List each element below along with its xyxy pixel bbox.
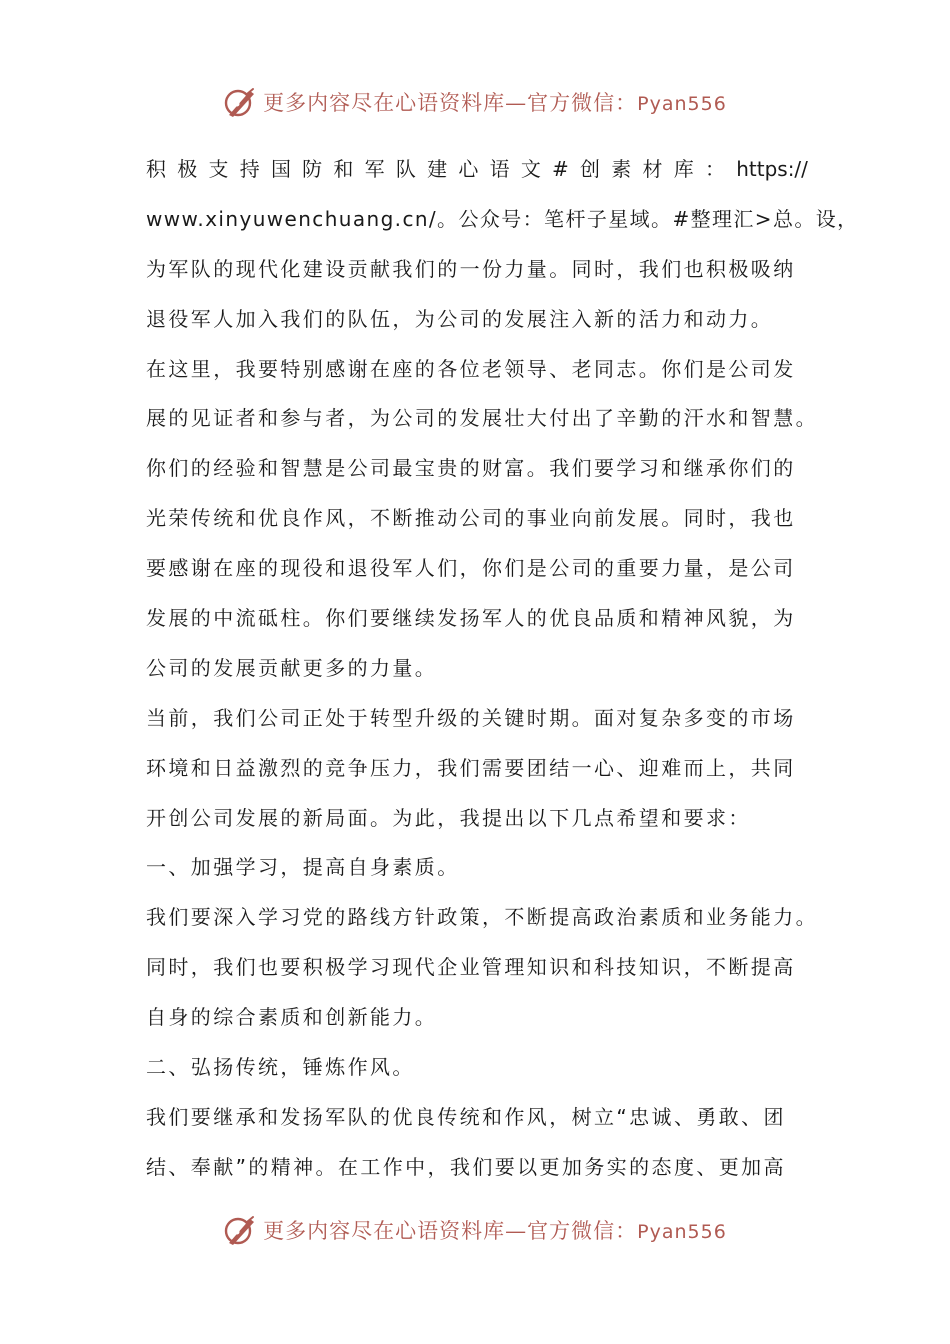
- text-line: 发展的中流砥柱。你们要继续发扬军人的优良品质和精神风貌，为: [146, 606, 796, 631]
- text-line: 开创公司发展的新局面。为此，我提出以下几点希望和要求：: [146, 805, 751, 830]
- text-line: 光荣传统和优良作风，不断推动公司的事业向前发展。同时，我也: [146, 506, 796, 531]
- text-char: 建: [427, 157, 448, 181]
- wechat-id: Pyan556: [637, 93, 727, 115]
- text-char: 军: [364, 157, 385, 181]
- banner-text: 更多内容尽在心语资料库—官方微信：Pyan556: [263, 1219, 727, 1243]
- text-line: 二、弘扬传统，锤炼作风。: [146, 1055, 415, 1080]
- text-line: 公司的发展贡献更多的力量。: [146, 655, 438, 680]
- text-line-first: [146, 145, 808, 195]
- footer-banner: [0, 1210, 950, 1250]
- text-char: 国: [270, 157, 291, 181]
- text-line: 要感谢在座的现役和退役军人们，你们是公司的重要力量，是公司: [146, 556, 796, 581]
- text-char: 极: [177, 157, 198, 181]
- banner-text: 更多内容尽在心语资料库—官方微信：Pyan556: [263, 91, 727, 115]
- document-body: [146, 145, 859, 1193]
- text-char: 积: [146, 157, 166, 181]
- text-char: 文: [520, 157, 541, 181]
- text-char: 心: [458, 157, 479, 181]
- text-line: 同时，我们也要积极学习现代企业管理知识和科技知识，不断提高: [146, 955, 796, 980]
- text-char: #: [552, 157, 569, 181]
- text-char: 支: [208, 157, 229, 181]
- pen-circle-logo: [223, 1213, 257, 1247]
- text-char: ：: [704, 157, 725, 181]
- text-char: 语: [489, 157, 510, 181]
- text-line: 你们的经验和智慧是公司最宝贵的财富。我们要学习和继承你们的: [146, 456, 796, 481]
- text-line: 结、奉献”的精神。在工作中，我们要以更加务实的态度、更加高: [146, 1154, 786, 1179]
- text-line: 展的见证者和参与者，为公司的发展壮大付出了辛勤的汗水和智慧。: [146, 406, 818, 431]
- text-line: 退役军人加入我们的队伍，为公司的发展注入新的活力和动力。: [146, 306, 774, 331]
- text-line: www.xinyuwenchuang.cn/。公众号：笔杆子星域。#整理汇>总。设，: [146, 206, 859, 231]
- text-line: 为军队的现代化建设贡献我们的一份力量。同时，我们也积极吸纳: [146, 256, 796, 281]
- text-char: 创: [580, 157, 601, 181]
- text-char: 和: [333, 157, 354, 181]
- text-line: 当前，我们公司正处于转型升级的关键时期。面对复杂多变的市场: [146, 705, 796, 730]
- text-line: 一、加强学习，提高自身素质。: [146, 855, 460, 880]
- text-char: 库: [673, 157, 694, 181]
- text-char: https://: [736, 157, 808, 181]
- text-char: 材: [642, 157, 663, 181]
- wechat-id: Pyan556: [637, 1221, 727, 1243]
- text-char: 素: [611, 157, 632, 181]
- text-line: 在这里，我要特别感谢在座的各位老领导、老同志。你们是公司发: [146, 356, 796, 381]
- text-line: 环境和日益激烈的竞争压力，我们需要团结一心、迎难而上，共同: [146, 755, 796, 780]
- text-line: 我们要继承和发扬军队的优良传统和作风，树立“忠诚、勇敢、团: [146, 1104, 786, 1129]
- text-line: 自身的综合素质和创新能力。: [146, 1005, 438, 1030]
- pen-circle-logo: [223, 85, 257, 119]
- text-char: 防: [302, 157, 323, 181]
- text-char: 队: [395, 157, 416, 181]
- text-char: 持: [239, 157, 260, 181]
- header-banner: [0, 82, 950, 122]
- text-line: 我们要深入学习党的路线方针政策，不断提高政治素质和业务能力。: [146, 905, 818, 930]
